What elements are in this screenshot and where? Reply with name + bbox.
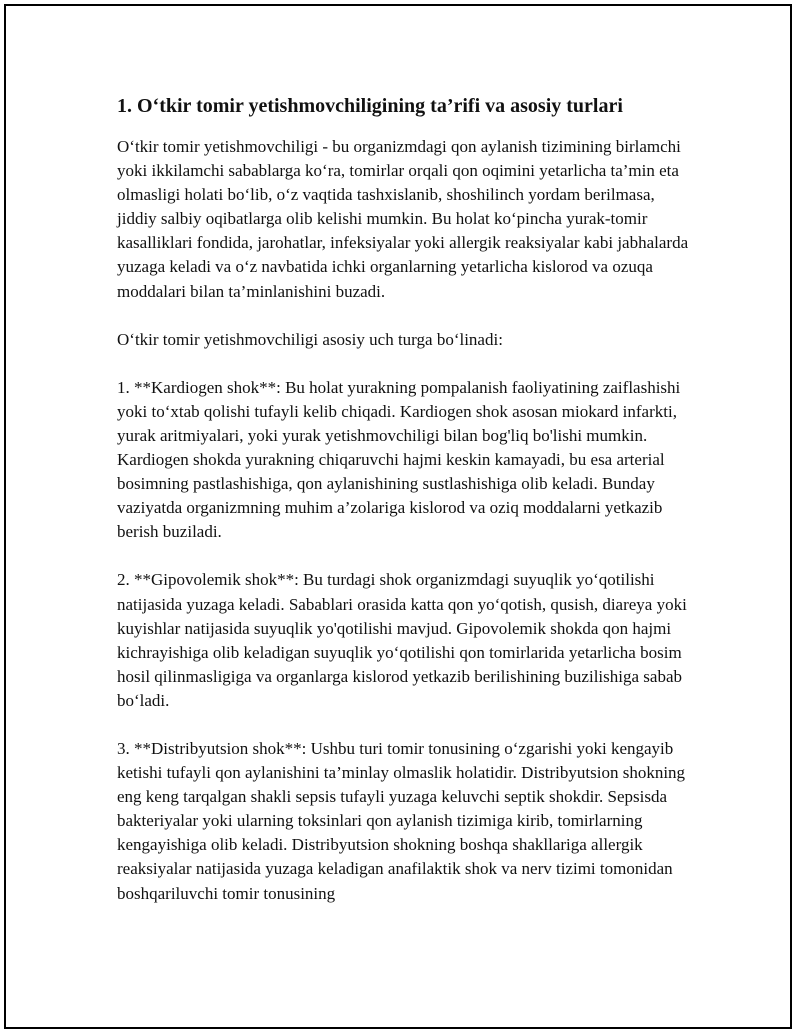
paragraph-distributive-shock: 3. **Distribyutsion shok**: Ushbu turi tomir tonusining o‘zgarishi yoki kengayib ketishi tufayli qon aylanishini ta’minlay olmaslik holatidir. Distribyutsion shokning eng keng tarqalgan shakli sepsis tufayli yuzaga keluvchi septik shokdir. Sepsisda bakteriyalar yoki ularning toksinlari qon aylanish tizimiga kirib, tomirlarning kengayishiga olib keladi. Distribyutsion shokning boshqa shakllariga allergik reaksiyalar natijasida yuzaga keladigan anafilaktik shok va nerv tizimi tomonidan boshqariluvchi tomir tonusining bbox=[117, 738, 686, 903]
paragraph-hypovolemic-shock: 2. **Gipovolemik shok**: Bu turdagi shok organizmdagi suyuqlik yo‘qotilishi natijasida yuzaga keladi. Sabablari orasida katta qon yo‘qotish, qusish, diareya yoki kuyishlar natijasida suyuqlik yo'qotilishi mavjud. Gipovolemik shokda qon hajmi kichrayishiga olib keladigan suyuqlik yo‘qotilishi qon tomirlarida yetarlicha bosim hosil qilinmasligiga va organlarga kislorod yetkazib berilishining buzilishiga sabab bo‘ladi. bbox=[117, 570, 687, 710]
paragraph-cardiogenic-shock: 1. **Kardiogen shok**: Bu holat yurakning pompalanish faoliyatining zaiflashishi yoki to‘xtab qolishi tufayli kelib chiqadi. Kardiogen shok asosan miokard infarkti, yurak aritmiyalari, yoki yurak yetishmovchiligi bilan bog'liq bo'lishi mumkin. Kardiogen shokda yurakning chiqaruvchi hajmi keskin kamayadi, bu esa arterial bosimning pastlashishiga, qon aylanishining sustlashishiga olib keladi. Bunday vaziyatda organizmning muhim a’zolariga kislorod va oziq moddalarni yetkazib berish buziladi. bbox=[117, 377, 681, 542]
paragraph-types-intro: O‘tkir tomir yetishmovchiligi asosiy uch turga bo‘linadi: bbox=[117, 329, 503, 349]
section-heading: 1. O‘tkir tomir yetishmovchiligining ta’rifi va asosiy turlari bbox=[117, 95, 623, 117]
paragraph-definition: O‘tkir tomir yetishmovchiligi - bu organizmdagi qon aylanish tizimining birlamchi yoki ikkilamchi sabablarga ko‘ra, tomirlar orqali qon oqimini yetarlicha ta’min eta olmasligi holati bo‘lib, o‘z vaqtida tashxislanib, shoshilinch yordam berilmasa, jiddiy salbiy oqibatlarga olib kelishi mumkin. Bu holat ko‘pincha yurak-tomir kasalliklari fondida, jarohatlar, infeksiyalar yoki allergik reaksiyalar kabi jabhalarda yuzaga keladi va o‘z navbatida ichki organlarning yetarlicha kislorod va ozuqa moddalari bilan ta’minlanishini buzadi. bbox=[117, 137, 689, 301]
document-body bbox=[117, 93, 692, 930]
